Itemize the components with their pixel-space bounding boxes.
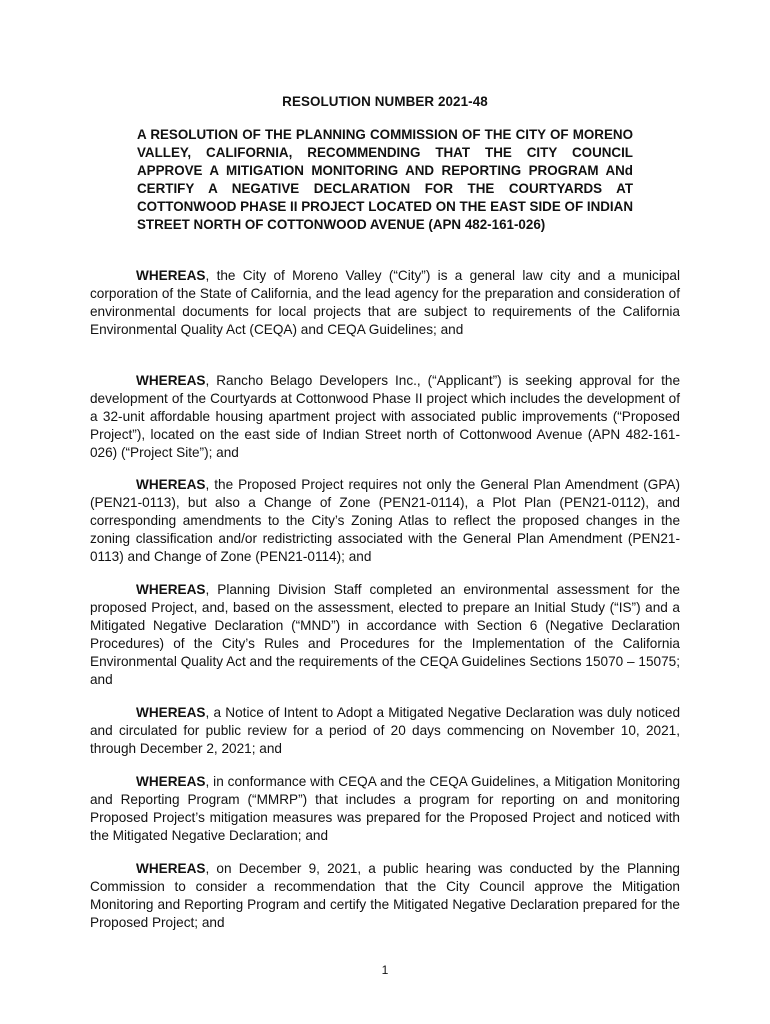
whereas-paragraph-3 bbox=[90, 476, 680, 566]
paragraph-keyword: WHEREAS bbox=[136, 774, 206, 789]
paragraph-text: , the Proposed Project requires not only the General Plan Amendment (GPA) (PEN21-0113), but also a Change of Zone (PEN21-0114), a Plot Plan (PEN21-0112), and corresponding amendments to the City’s Zoning Atlas to reflect the proposed changes in the zoning classification and/or redistricting associated with the General Plan Amendment (PEN21-0113) and Change of Zone (PEN21-0114); and bbox=[90, 477, 680, 565]
whereas-paragraph-1 bbox=[90, 267, 680, 339]
whereas-paragraph-7 bbox=[90, 860, 680, 932]
paragraph-keyword: WHEREAS bbox=[136, 705, 206, 720]
paragraph-keyword: WHEREAS bbox=[136, 373, 206, 388]
whereas-paragraph-5 bbox=[90, 704, 680, 758]
paragraph-text: , on December 9, 2021, a public hearing was conducted by the Planning Commission to consider a recommendation that the City Council approve the Mitigation Monitoring and Reporting Program and certify the Mitigated Negative Declaration prepared for the Proposed Project; and bbox=[90, 861, 680, 931]
resolution-title: A RESOLUTION OF THE PLANNING COMMISSION OF THE CITY OF MORENO VALLEY, CALIFORNIA, RECOMMENDING THAT THE CITY COUNCIL APPROVE A MITIGATION MONITORING AND REPORTING PROGRAM ANd CERTIFY A NEGATIVE DECLARATION FOR THE COURTYARDS AT COTTONWOOD PHASE II PROJECT LOCATED ON THE EAST SIDE OF INDIAN STREET NORTH OF COTTONWOOD AVENUE (APN 482-161-026) bbox=[137, 127, 633, 233]
paragraph-text: , in conformance with CEQA and the CEQA Guidelines, a Mitigation Monitoring and Reporting Program (“MMRP”) that includes a program for reporting on and monitoring Proposed Project’s mitigation measures was prepared for the Proposed Project and noticed with the Mitigated Negative Declaration; and bbox=[90, 774, 680, 844]
page-number: 1 bbox=[381, 963, 389, 977]
resolution-number: RESOLUTION NUMBER 2021-48 bbox=[282, 94, 488, 109]
whereas-paragraph-6 bbox=[90, 773, 680, 845]
paragraph-text: , Rancho Belago Developers Inc., (“Applicant”) is seeking approval for the development of the Courtyards at Cottonwood Phase II project which includes the development of a 32-unit affordable housing apartment project with associated public improvements (“Proposed Project”), located on the east side of Indian Street north of Cottonwood Avenue (APN 482-161-026) (“Project Site”); and bbox=[90, 373, 680, 461]
paragraph-text: , a Notice of Intent to Adopt a Mitigated Negative Declaration was duly noticed and circulated for public review for a period of 20 days commencing on November 10, 2021, through December 2, 2021; and bbox=[90, 705, 680, 757]
paragraph-keyword: WHEREAS bbox=[136, 861, 206, 876]
paragraph-text: , Planning Division Staff completed an environmental assessment for the proposed Project, and, based on the assessment, elected to prepare an Initial Study (“IS”) and a Mitigated Negative Declaration (“MND”) in accordance with Section 6 (Negative Declaration Procedures) of the City’s Rules and Procedures for the Implementation of the California Environmental Quality Act and the requirements of the CEQA Guidelines Sections 15070 – 15075; and bbox=[90, 582, 680, 688]
paragraph-text: , the City of Moreno Valley (“City”) is a general law city and a municipal corporation of the State of California, and the lead agency for the preparation and consideration of environmental documents for local projects that are subject to requirements of the California Environmental Quality Act (CEQA) and CEQA Guidelines; and bbox=[90, 268, 680, 338]
paragraph-keyword: WHEREAS bbox=[136, 477, 206, 492]
whereas-paragraph-2 bbox=[90, 372, 680, 462]
whereas-paragraph-4 bbox=[90, 581, 680, 690]
paragraph-keyword: WHEREAS bbox=[136, 582, 206, 597]
paragraph-keyword: WHEREAS bbox=[136, 268, 206, 283]
